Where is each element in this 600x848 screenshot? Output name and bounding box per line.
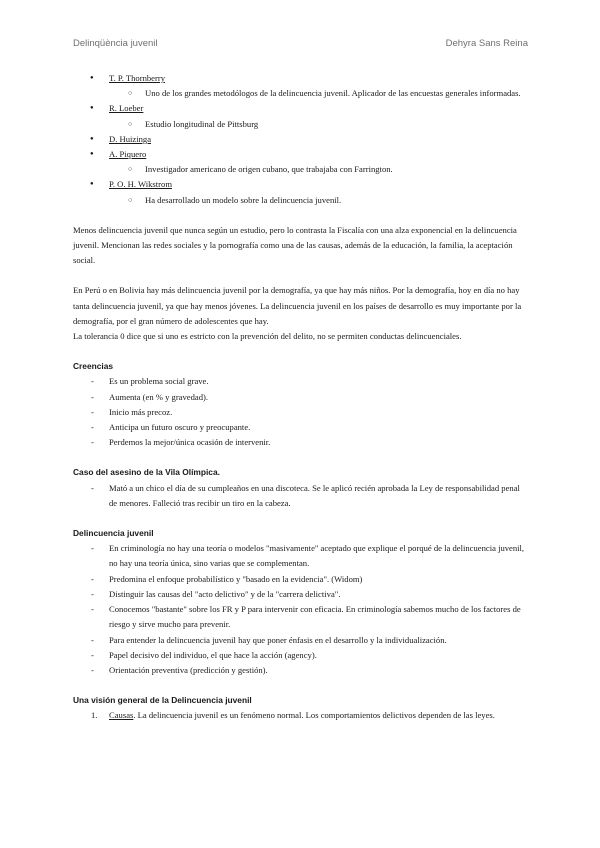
list-item: - Distinguir las causas del "acto delictivo" y de la "carrera delictiva".	[73, 587, 528, 602]
author-note: ○ Uno de los grandes metodólogos de la delincuencia juvenil. Aplicador de las encuestas generales informadas.	[73, 86, 528, 101]
author-item: ● R. Loeber	[73, 101, 528, 116]
author-item: ● D. Huizinga	[73, 132, 528, 147]
list-item: - Predomina el enfoque probabilístico y "basado en la evidencia". (Widom)	[73, 572, 528, 587]
header-author: Dehyra Sans Reina	[445, 38, 528, 49]
header-course-title: Delinqüència juvenil	[73, 38, 158, 49]
list-item: - En criminología no hay una teoría o modelos "masivamente" aceptado que explique el porqué de la delincuencia juvenil, no hay una teoría única, sino varias que se complementan.	[73, 541, 528, 571]
list-item: - Es un problema social grave.	[73, 374, 528, 389]
list-item: - Para entender la delincuencia juvenil hay que poner énfasis en el desarrollo y la individualización.	[73, 633, 528, 648]
creencias-list	[73, 374, 528, 450]
list-item: - Inicio más precoz.	[73, 405, 528, 420]
author-item: ● P. O. H. Wikstrom	[73, 177, 528, 192]
paragraph-fiscalia: Menos delincuencia juvenil que nunca según un estudio, pero lo contrasta la Fiscalía con una alza exponencial en la delincuencia juvenil. Mencionan las redes sociales y la pornografía como una de las causas, además de la educación, la familia, la aceptación social.	[73, 224, 517, 266]
caso-list	[73, 481, 528, 511]
author-note: ○ Investigador americano de origen cubano, que trabajaba con Farrington.	[73, 162, 528, 177]
item-text: . La delincuencia juvenil es un fenómeno normal. Los comportamientos delictivos dependen de las leyes.	[133, 710, 495, 721]
list-item: - Orientación preventiva (predicción y gestión).	[73, 663, 528, 678]
page-content	[73, 71, 528, 724]
list-item: - Papel decisivo del individuo, el que hace la acción (agency).	[73, 648, 528, 663]
list-item: - Aumenta (en % y gravedad).	[73, 390, 528, 405]
heading-caso: Caso del asesino de la Vila Olímpica.	[73, 467, 220, 478]
author-note: ○ Estudio longitudinal de Pittsburg	[73, 117, 528, 132]
list-item: - Conocemos "bastante" sobre los FR y P para intervenir con eficacia. En criminología sabemos mucho de los factores de riesgo y sirve mucho para prevenir.	[73, 602, 528, 632]
vision-list	[73, 708, 528, 723]
list-item: - Mató a un chico el día de su cumpleaños en una discoteca. Se le aplicó recién aprobada la Ley de responsabilidad penal de menores. Falleció tras recibir un tiro en la cabeza.	[73, 481, 528, 511]
author-note: ○ Ha desarrollado un modelo sobre la delincuencia juvenil.	[73, 193, 528, 208]
paragraph-demografia: En Perú o en Bolivia hay más delincuencia juvenil por la demografía, ya que hay más niños. Por la demografía, hoy en día no hay tanta delincuencia juvenil, ya que hay menos jóvenes. La delincuencia juvenil en los países de desarrollo es muy importante por la demografía, por el gran número de adolescentes que hay.	[73, 285, 522, 326]
delincuencia-list	[73, 541, 528, 678]
heading-vision: Una visión general de la Delincuencia juvenil	[73, 695, 252, 706]
author-item: ● A. Piquero	[73, 147, 528, 162]
item-term: Causas	[109, 710, 134, 721]
numbered-item	[73, 708, 528, 723]
list-item: - Perdemos la mejor/única ocasión de intervenir.	[73, 435, 528, 450]
heading-creencias: Creencias	[73, 361, 114, 372]
authors-list	[73, 71, 528, 208]
paragraph-tolerancia: La tolerancia 0 dice que si uno es estricto con la prevención del delito, no se permiten conductas delincuenciales.	[73, 331, 462, 342]
heading-delincuencia: Delincuencia juvenil	[73, 528, 154, 539]
list-item: - Anticipa un futuro oscuro y preocupante.	[73, 420, 528, 435]
item-number: 1.	[91, 710, 98, 721]
author-item: ● T. P. Thornberry	[73, 71, 528, 86]
